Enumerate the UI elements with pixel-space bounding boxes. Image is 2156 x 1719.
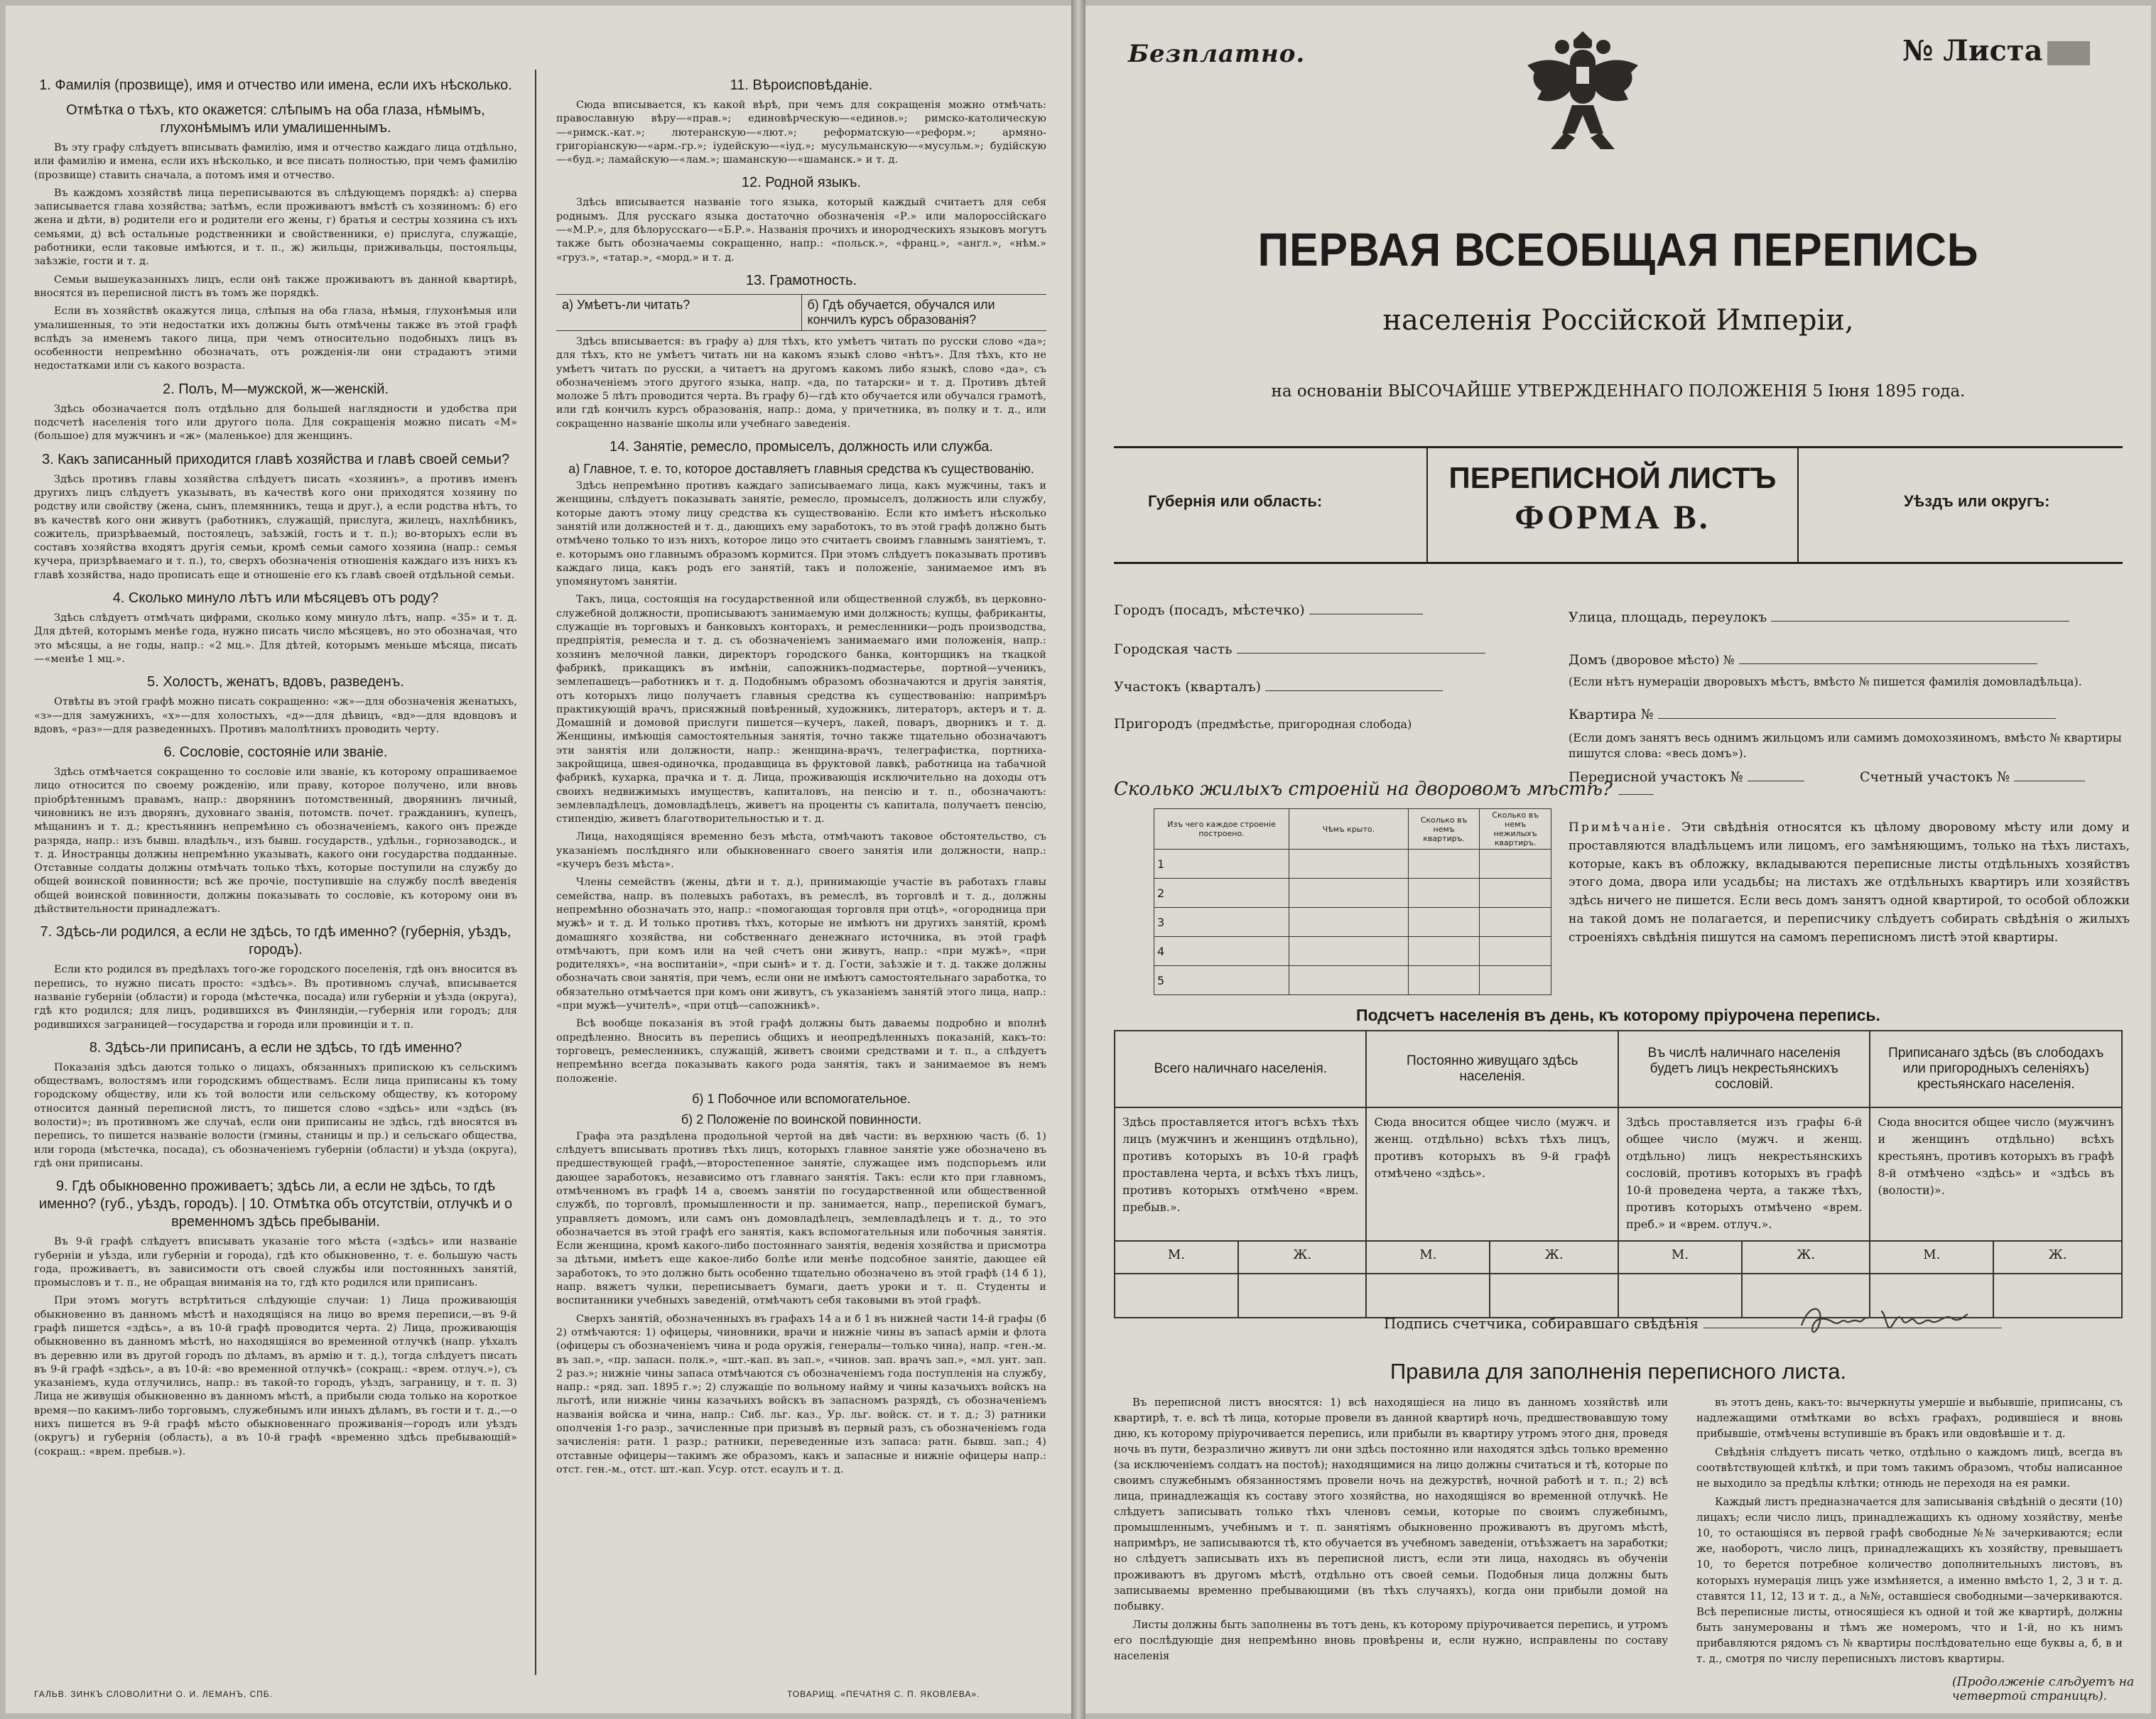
- instruction-paragraph: Если кто родился въ предѣлахъ того-же городского поселенія, гдѣ онъ вносится въ перепись, то нужно писать просто: «здѣсь». Въ противномъ случаѣ, вписывается названіе губерніи (области) и города (мѣстечка, посада) или губерніи и уѣзда (округа), гдѣ кто родился; для лицъ, родившихся въ Финляндіи,—губернія или городъ; для родившихся заграницей—государства и города или провинціи и т. п.: [34, 964, 517, 1031]
- table-row: [1154, 908, 1551, 937]
- section-heading: 11. Вѣроисповѣданіе.: [730, 77, 873, 93]
- count-body-peasant: Сюда вносится общее число (мужчинъ и женщинъ отдѣльно) всѣхъ крестьянъ, противъ которыхъ въ графѣ 8-й отмѣчено «здѣсь» и «здѣсь въ (волости)».: [1870, 1107, 2122, 1241]
- district-field[interactable]: [1114, 679, 1443, 695]
- instruction-paragraph: Здѣсь вписывается: въ графу а) для тѣхъ, кто умѣетъ читать по русски слово «да»; для тѣхъ, кто не умѣетъ читать ни на какомъ языкѣ слово «нѣтъ». Для тѣхъ, кто не умѣетъ читать по русски, а читаетъ на другомъ какомъ либо языкѣ, слово «да», съ обозначеніемъ этого другого языка, напр. «да, по татарски» и т. д. Противъ дѣтей моложе 5 лѣтъ проводится черта. Въ графу б)—гдѣ кто обучается или обучался грамотѣ, или гдѣ кончилъ курсъ образованія, напр.: дома, у причетника, въ полку и т. д., или сокращенно названіе школы или учебнаго заведенія.: [556, 335, 1046, 430]
- instruction-paragraph: Въ 9-й графѣ слѣдуетъ вписывать указаніе того мѣста («здѣсь» или названіе губерніи и уѣзда, или губерніи и города), гдѣ кто обыкновенно, т. е. большую часть года, проживаетъ, въ зависимости отъ своей службы или постоянныхъ занятій, промысловъ и т. п., не обращая вниманія на то, гдѣ кто родился или приписанъ.: [34, 1236, 517, 1289]
- table-row: [1154, 879, 1551, 908]
- city-field[interactable]: [1114, 602, 1423, 618]
- note-text: Эти свѣдѣнія относятся къ цѣлому дворовому мѣсту или дому и проставляются владѣльцемъ или лицомъ, его замѣняющимъ, только на тѣхъ листахъ, которые, какъ въ обложку, вкладываются переписные листы отдѣльныхъ хозяйствъ этого дома, двора или усадьбы; на листахъ же отдѣльныхъ квартиръ или хозяйствъ здѣсь ничего не пишется. Если весь домъ занятъ одной квартирой, то особой обложки на такой домъ не полагается, и переписчику слѣдуетъ собирать свѣдѣнія о жилыхъ строеніяхъ свѣдѣнія пишутся на самомъ переписномъ листѣ этой квартиры.: [1569, 820, 2130, 945]
- apartment-label: Квартира №: [1569, 707, 1654, 722]
- instruction-paragraph: Всѣ вообще показанія въ этой графѣ должны быть даваемы подробно и вполнѣ опредѣленно. Вносить въ перепись общихъ и неопредѣленныхъ показаній, какъ-то: торговецъ, ремесленникъ, служащій, живетъ своими средствами и т. п., а слѣдуетъ непремѣнно всегда показывать какого рода занятія, такъ и занимаемое въ немъ положеніе.: [556, 1018, 1046, 1085]
- district-label: Участокъ (кварталъ): [1114, 679, 1262, 695]
- instruction-paragraph: Здѣсь отмѣчается сокращенно то сословіе или званіе, къ которому опрашиваемое лицо относится по своему рожденію, или праву, которое получено, или вновь пріобрѣтеннымъ правамъ, напр.: дворянинъ потомственный, дворянинъ личный, чиновникъ не изъ дворянъ, духовнаго званія, потомств. почет. гражданинъ, купецъ, мѣщанинъ и т. д.; крестьянинъ непремѣнно съ обозначеніемъ, какого онъ прежде разряда, напр.: изъ бывш. владѣльч., изъ бывш. государств., удѣльн., горнозаводск., и т. д. Иностранцы должны непремѣнно указывать, какого они государства подданные. Отставные солдаты должны отмѣчать только тѣхъ, которые поступили на службу до общей воинской повинности; всѣ же прочіе, поступившіе на службу послѣ введенія общей воинской повинности, должны показывать то сословіе, къ которому они въ дѣйствительности принадлежатъ.: [34, 766, 517, 916]
- section-heading: 7. Здѣсь-ли родился, а если не здѣсь, то гдѣ именно? (губернія, уѣздъ, городъ).: [40, 924, 511, 958]
- count-body-present: Здѣсь проставляется итогъ всѣхъ тѣхъ лицъ (мужчинъ и женщинъ отдѣльно), противъ которыхъ въ 10-й графѣ проставлена черта, и всѣхъ тѣхъ лицъ, противъ которыхъ отмѣчено «врем. пребыв.».: [1115, 1107, 1366, 1241]
- male-count-cell[interactable]: М.: [1618, 1241, 1742, 1274]
- form-letter: ФОРМА В.: [1515, 499, 1711, 536]
- suburb-label: Пригородъ: [1114, 716, 1193, 732]
- instruction-paragraph: Здѣсь слѣдуетъ отмѣчать цифрами, сколько кому минуло лѣтъ, напр. «35» и т. д. Для дѣтей, которымъ менѣе года, нужно писать число мѣсяцевъ, но это обозначая, что это мѣсяцы, а не годы, напр.: «2 мц.». Для дѣтей, которымъ меньше мѣсяца, писать—«менѣе 1 мц.».: [34, 612, 517, 665]
- literacy-split-header: [556, 294, 1046, 331]
- split-right: б) Гдѣ обучается, обучался или кончилъ курсъ образованія?: [801, 295, 1047, 330]
- section-heading: б) 1 Побочное или вспомогательное.: [692, 1091, 911, 1106]
- rule-paragraph: Въ переписной листъ вносятся: 1) всѣ находящіеся на лицо въ данномъ хозяйствѣ или квартирѣ, т. е. всѣ тѣ лица, которые провели въ данной квартирѣ ночь, предшествовавшую тому дню, къ которому пріурочивается перепись, или прибыли въ квартиру утромъ этого дня, проведя ночь въ пути, безразлично живутъ ли они здѣсь постоянно или находятся здѣсь только временно (за исключеніемъ солдатъ на постоѣ); находящимися на лицо должны считаться и тѣ, которые по своимъ служебнымъ обязанностямъ провели ночь на дежурствѣ, ночной работѣ и т. п.; 2) всѣ лица, принадлежащія къ составу этого хозяйства, но находящіяся во временной отлучкѣ. Не слѣдуетъ записывать только тѣхъ членовъ семьи, которые по своимъ служебнымъ, промышленнымъ, учебнымъ и т. п. занятіямъ обыкновенно проживаютъ въ другомъ мѣстѣ, напримѣръ, не записываются тѣ, кто обучается въ учебномъ заведеніи, отъѣзжаетъ на заработки; но слѣдуетъ записывать ихъ въ переписной листъ, если эти лица, находясь въ обученіи проживаютъ въ другомъ мѣстѣ, отдѣльно отъ своей семьи. Подобныя лица должны быть записываемы временно пребывающими (въ тѣхъ случаяхъ), когда они прибыли домой на побывку.: [1114, 1396, 1668, 1612]
- census-section-label: Переписной участокъ №: [1569, 769, 1743, 785]
- suburb-field[interactable]: [1114, 716, 1412, 732]
- instruction-paragraph: Здѣсь вписывается названіе того языка, который каждый считаетъ для себя роднымъ. Для русскаго языка достаточно обозначенія «Р.» или малороссійскаго—«М.Р.», для бѣлорусскаго—«Б.Р.». Названія прочихъ и инородческихъ языковъ могутъ также быть обозначаемы сокращенно, напр.: «польск.», «франц.», «англ.», «нѣм.» «груз.», «татар.», «морд.» и т. д.: [556, 197, 1046, 264]
- buildings-header-roof: Чѣмъ крыто.: [1289, 809, 1409, 850]
- instruction-paragraph: Лица, находящіяся временно безъ мѣста, отмѣчаютъ таковое обстоятельство, съ указаніемъ послѣдняго или обыкновеннаго своего занятія или должности, напр.: «кучеръ безъ мѣста».: [556, 831, 1046, 871]
- section-heading: 12. Родной языкъ.: [741, 175, 862, 191]
- instruction-paragraph: Въ каждомъ хозяйствѣ лица переписываются въ слѣдующемъ порядкѣ: а) сперва записывается глава хозяйства; затѣмъ, если проживаютъ вмѣстѣ съ хозяиномъ: б) его жена и дѣти, в) родители его и родители его жены, г) братья и сестры хозяина съ ихъ семьями, д) всѣ остальные родственники и свойственники, е) прислуга, служащіе, работники, если таковые имѣются, и т. п., ж) жильцы, приживальцы, постояльцы, заѣзжіе, гости и т. д.: [34, 187, 517, 268]
- table-row: [1154, 966, 1551, 995]
- instruction-paragraph: Здѣсь непремѣнно противъ каждаго записываемаго лица, какъ мужчины, такъ и женщины, слѣдуетъ показывать занятіе, ремесло, промыселъ, должность или службу, которые даютъ этому лицу средства къ существованію. Если кто имѣетъ нѣсколько занятій или должностей и т. д., дающихъ ему заработокъ, то въ этой графѣ должно быть отмѣчено только то изъ нихъ, которое лицо это считаетъ своимъ главнымъ занятіемъ, т. е. которымъ оно главнымъ образомъ кормится. При этомъ слѣдуетъ показывать противъ каждаго лица, какъ родъ его занятій, такъ и положеніе, занимаемое имъ въ упомянутомъ занятіи.: [556, 480, 1046, 588]
- instruction-paragraph: Такъ, лица, состоящія на государственной или общественной службѣ, въ церковно-служебной должности, прописываютъ занимаемую ими должность; купцы, фабриканты, служащіе въ торговыхъ и банковыхъ конторахъ, и ремесленники—родъ производства, предпріятія, ремесла и т. д. съ обозначеніемъ занимаемаго ими положенія, напр.: хозяинъ мелочной лавки, директоръ городского банка, конторщикъ на ткацкой фабрикѣ, прикащикъ въ имѣніи, сапожникъ-подмастерье, портной—ученикъ, землепашецъ—работникъ и т. д. Подобнымъ образомъ обозначаются и другія занятія, отъ которыхъ лицо получаетъ главныя средства къ существованію: напримѣръ практикующій врачъ, присяжный повѣренный, художникъ, литераторъ, актеръ и т. д. Домашній и домовой прислуги пишется—кучеръ, лакей, поваръ, дворникъ и т. д. Женщины, имѣющія самостоятельныя занятія, точно также тщательно обозначаютъ эти занятія или должности, напр.: женщина-врачъ, телеграфистка, портниха-закройщица, швея-одиночка, продавщица въ фруктовой лавкѣ, работница на табачной фабрикѣ, кухарка, прачка и т. д. Лица, проживающія исключительно на доходы отъ своихъ недвижимыхъ имуществъ, капиталовъ, на пенсію и т. п., обозначаютъ: землевладѣлецъ, домовладѣлецъ, живетъ на проценты съ капитала, получаетъ пенсію, стипендію, живетъ благотворительностью и т. д.: [556, 594, 1046, 825]
- signature-label: Подпись счетчика, собиравшаго свѣдѣнія: [1384, 1315, 1699, 1332]
- instruction-paragraph: Сюда вписывается, къ какой вѣрѣ, при чемъ для сокращенія можно отмѣчать: православную вѣру—«прав.»; единовѣрческую—«единов.»; римско-католическую—«римск.-кат.»; лютеранскую—«лют.»; реформатскую—«реформ.»; армяно-григоріанскую—«арм.-гр.»; іудейскую—«іуд.»; мусульманскую—«мусульм.»; будійскую—«буд.»; ламайскую—«лам.»; шаманскую—«шаманск.» и т. д.: [556, 99, 1046, 166]
- sheet-number: [1902, 34, 2090, 67]
- rules-column-right: [1696, 1394, 2123, 1669]
- right-page-census-form: [1085, 6, 2151, 1713]
- rules-column-left: [1114, 1394, 1668, 1666]
- row-number[interactable]: 5: [1154, 966, 1289, 995]
- census-subtitle: населенія Россійской Имперіи,: [1382, 304, 1854, 337]
- instruction-paragraph: Семьи вышеуказанныхъ лицъ, если онѣ также проживаютъ въ данной квартирѣ, вносятся въ переписной листъ въ томъ же порядкѣ.: [34, 273, 517, 299]
- sheet-number-value-smudge: [2047, 41, 2090, 65]
- free-label: Безплатно.: [1128, 40, 1306, 68]
- male-count-cell[interactable]: М.: [1870, 1241, 1993, 1274]
- handwritten-signature-icon[interactable]: [1796, 1297, 1995, 1340]
- house-label: Домъ: [1569, 652, 1607, 668]
- instruction-paragraph: Въ эту графу слѣдуетъ вписывать фамилію, имя и отчество каждаго лица отдѣльно, или фамилію и имена, если ихъ нѣсколько, и все писать полностью, при чемъ фамилію (прозвище) ставить сначала, а потомъ имя и отчество.: [34, 142, 517, 181]
- sheet-title-cell: [1426, 448, 1799, 562]
- section-heading: 4. Сколько минуло лѣтъ или мѣсяцевъ отъ роду?: [112, 590, 439, 607]
- instruction-paragraph: Показанія здѣсь даются только о лицахъ, обязанныхъ припискою къ сельскимъ обществамъ, волостямъ или городскимъ обществамъ. Если лица приписаны къ тому городскому обществу, или къ той волости или сельскому обществу, къ которому относится данный переписной листъ, то пишется слово «здѣсь» или «здѣсь (въ волости)»; въ противномъ же случаѣ, если они приписаны не здѣсь, гдѣ вносятся въ перепись, то пишется названіе волости (гмины, станицы и пр.) и сельскаго общества, или города (мѣстечка, посада), съ обозначеніемъ губерніи (области) и уѣзда (округа), гдѣ они приписаны.: [34, 1061, 517, 1169]
- male-count-cell[interactable]: М.: [1115, 1241, 1238, 1274]
- table-row: [1154, 850, 1551, 879]
- table-row: [1154, 937, 1551, 966]
- section-heading: 8. Здѣсь-ли приписанъ, а если не здѣсь, то гдѣ именно?: [89, 1039, 462, 1056]
- section-heading: 1. Фамилія (прозвище), имя и отчество или имена, если ихъ нѣсколько.: [39, 77, 512, 93]
- uezd-cell[interactable]: [1797, 448, 2123, 562]
- count-header-non-peasant: Въ числѣ наличнаго населенія будетъ лицъ некрестьянскихъ сословій.: [1618, 1031, 1870, 1107]
- row-number[interactable]: 2: [1154, 879, 1289, 908]
- male-count-cell[interactable]: М.: [1366, 1241, 1490, 1274]
- section-heading: 6. Сословіе, состояніе или званіе.: [163, 744, 388, 761]
- buildings-table: [1154, 808, 1551, 995]
- census-main-title: ПЕРВАЯ ВСЕОБЩАЯ ПЕРЕПИСЬ: [1257, 223, 1979, 276]
- count-section-field[interactable]: [1860, 769, 2085, 785]
- apartment-field[interactable]: [1569, 707, 2056, 722]
- city-part-label: Городская часть: [1114, 641, 1233, 657]
- instruction-paragraph: Если въ хозяйствѣ окажутся лица, слѣпыя на оба глаза, нѣмыя, глухонѣмыя или умалишенныя, то эти недостатки ихъ должны быть отмѣчены также въ этой графѣ вслѣдъ за именемъ такого лица, при чемъ относительно подобныхъ лицъ въ особенности непремѣнно обозначать, отъ рожденія-ли они страдаютъ этими недостатками или съ какого возраста.: [34, 305, 517, 372]
- legal-basis: на основаніи ВЫСОЧАЙШЕ УТВЕРЖДЕННАГО ПОЛОЖЕНІЯ 5 Іюня 1895 года.: [1271, 382, 1966, 401]
- instruction-paragraph: Сверхъ занятій, обозначенныхъ въ графахъ 14 а и б 1 въ нижней части 14-й графы (б 2) отмѣчаются: 1) офицеры, чиновники, врачи и нижніе чины въ запасѣ арміи и флота (офицеры съ обозначеніемъ чина и рода оружія, генералы—только чина), напр. «ген.-м. въ зап.», «пр. запасн. полк.», «шт.-кап. въ зап.», «чинов. зап. врачъ зап.», «мл. унт. зап. 2 раз.»; нижніе чины запаса отмѣчаются съ обозначеніемъ года поступленія на службу, напр.: «ряд. зап. 1895 г.»; 2) служащіе по вольному найму и чины казачьихъ войскъ на льготѣ, или нижніе чины казачьихъ войскъ въ запасномъ разрядѣ, съ обозначеніемъ названія войска и чина, напр.: Сиб. льг. каз., Ур. льг. войск. ст. и т. д.; 3) ратники ополченія 1-го разр., зачисленные при призывѣ въ первый разъ, съ обозначеніемъ года зачисленія: ратн. 1 разр.; ратники, переведенные изъ запаса: ратн. бывш. зап.; 4) отставные офицеры—такимъ же образомъ, какъ и запасные и нижніе офицеры напр.: отст. ген.-м., отст. шт.-кап. Усур. отст. есаулъ и т. д.: [556, 1313, 1046, 1475]
- section-heading: Отмѣтка о тѣхъ, кто окажется: слѣпымъ на оба глаза, нѣмымъ, глухонѣмымъ или умалишеннымъ.: [66, 102, 485, 136]
- sheet-number-label: № Листа: [1902, 34, 2043, 67]
- instruction-paragraph: Здѣсь обозначается полъ отдѣльно для большей наглядности и удобства при подсчетѣ населенія того или другого пола. Для сокращенія можно писать «М» (большое) для мужчинъ и «ж» (маленькое) для женщинъ.: [34, 403, 517, 443]
- rules-title: Правила для заполненія переписного листа.: [1390, 1359, 1847, 1384]
- continued-note: (Продолженіе слѣдуетъ на четвертой страницѣ).: [1952, 1675, 2135, 1703]
- population-count-title: Подсчетъ населенія въ день, къ которому пріурочена перепись.: [1356, 1006, 1880, 1024]
- section-heading: а) Главное, т. е. то, которое доставляетъ главныя средства къ существованію.: [568, 462, 1034, 477]
- count-body-permanent: Сюда вносится общее число (мужч. и женщ. отдѣльно) всѣхъ тѣхъ лицъ, противъ которыхъ въ 9-й графѣ отмѣчено «здѣсь».: [1366, 1107, 1618, 1241]
- street-label: Улица, площадь, переулокъ: [1569, 609, 1767, 625]
- street-field[interactable]: [1569, 609, 2069, 625]
- suburb-note: (предмѣстье, пригородная слобода): [1196, 717, 1412, 731]
- gubernia-cell[interactable]: [1114, 448, 1426, 562]
- instruction-paragraph: Члены семействъ (жены, дѣти и т. д.), принимающіе участіе въ работахъ главы семейства, напр. въ полевыхъ работахъ, въ ремеслѣ, въ торговлѣ и т. д., должны непремѣнно обозначать это, напр.: «помогающая торговля при отцѣ», «огородница при мужѣ» и т. д. И только противъ тѣхъ, которые не имѣютъ ни другихъ занятій, кромѣ домашняго хозяйства, ни собственнаго денежнаго источника, въ этой графѣ отмѣчаютъ, при комъ или на чей счетъ они живутъ, напр.: «при мужѣ», «при родителяхъ», «на воспитаніи», «при сынѣ» и т. д. Гости, заѣзжіе и т. д. также должны обозначать свои занятія, при чемъ, если они не имѣютъ самостоятельнаго заработка, то обязательно отмѣчается при комъ они живутъ, съ указаніемъ занятій этого лица, напр.: «при мужѣ—учителѣ», «при отцѣ—сапожникѣ».: [556, 877, 1046, 1012]
- count-body-non-peasant: Здѣсь проставляется изъ графы 6-й общее число (мужч. и женщ. отдѣльно) лицъ некрестьянскихъ сословій, противъ которыхъ въ графѣ 10-й проведена черта, а также тѣхъ, противъ которыхъ отмѣчено «врем. преб.» и «врем. отлуч.».: [1618, 1107, 1870, 1241]
- count-header-peasant: Приписанаго здѣсь (въ слободахъ или пригородныхъ селеніяхъ) крестьянскаго населенія.: [1870, 1031, 2122, 1107]
- female-count-cell[interactable]: Ж.: [1490, 1241, 1618, 1274]
- buildings-note: [1569, 819, 2130, 948]
- instruction-paragraph: Графа эта раздѣлена продольной чертой на двѣ части: въ верхнюю часть (б. 1) слѣдуетъ вписывать противъ тѣхъ лицъ, которыхъ главное занятіе уже обозначено въ предшествующей графѣ,—второстепенное занятіе, служащее имъ подспорьемъ или дающее заработокъ, независимо отъ главнаго занятія. Такъ: если кто при главномъ, отмѣченномъ въ графѣ 14 а, своемъ занятіи по государственной или общественной службѣ, по торговлѣ, промышленности и пр. занимается, напр., перепиской бумагъ, управляетъ домомъ, или самъ онъ домовладѣлецъ, землевладѣлецъ и т. д., то это обозначается въ этой графѣ его занятія, какъ вспомогательныя или побочныя занятія. Если женщина, кромѣ какого-либо постояннаго занятія, веденія хозяйства и присмотра за дѣтьми, имѣетъ еще какое-либо болѣе или менѣе подсобное занятіе, дающее ей заработокъ, то это должно быть особенно тщательно обозначено въ этой графѣ (14 б 1), напр. вяжетъ чулки, переписываетъ бумаги, даетъ уроки и т. п. Студенты и воспитанники учебныхъ заведеній, отмѣчаютъ себя таковыми въ этой графѣ.: [556, 1130, 1046, 1307]
- row-number[interactable]: 4: [1154, 937, 1289, 966]
- section-heading: 13. Грамотность.: [745, 272, 857, 288]
- section-heading: 3. Какъ записанный приходится главѣ хозяйства и главѣ своей семьи?: [41, 451, 510, 467]
- double-headed-eagle-emblem-icon: [1522, 26, 1643, 161]
- rule-paragraph: въ этотъ день, какъ-то: вычеркнуты умершіе и выбывшіе, приписаны, съ надлежащими отмѣтками во всѣхъ графахъ, родившіеся и вновь прибывшіе, отмѣчены вступившіе въ бракъ или овдовѣвшіе и т. д.: [1696, 1396, 2123, 1441]
- rule-paragraph: Свѣдѣнія слѣдуетъ писать четко, отдѣльно о каждомъ лицѣ, всегда въ соотвѣтствующей клѣткѣ, и при томъ такимъ образомъ, чтобы написанное не выходило за предѣлы клѣтки; отнюдь не переходя на ея рамки.: [1696, 1446, 2123, 1490]
- column-divider: [535, 70, 536, 1675]
- printer-imprint-left: ГАЛЬВ. ЗИНКЪ СЛОВОЛИТНИ О. И. ЛЕМАНЪ, СПБ.: [34, 1689, 273, 1699]
- printer-imprint-right: ТОВАРИЩ. «ПЕЧАТНЯ С. П. ЯКОВЛЕВА».: [787, 1689, 980, 1699]
- gubernia-label: Губернія или область:: [1148, 492, 1323, 510]
- section-heading: 9. Гдѣ обыкновенно проживаетъ; здѣсь ли, а если не здѣсь, то гдѣ именно? (губ., уѣздъ, городъ). | 10. Отмѣтка объ отсутствіи, отлучкѣ и о временномъ здѣсь пребываніи.: [38, 1178, 513, 1230]
- section-heading: 14. Занятіе, ремесло, промыселъ, должность или служба.: [610, 439, 993, 455]
- apartment-note: (Если домъ занятъ весь однимъ жильцомъ или самимъ домохозяиномъ, вмѣсто № квартиры пишутся слова: «весь домъ»).: [1569, 731, 2122, 760]
- row-number[interactable]: 1: [1154, 850, 1289, 879]
- left-page-instructions: [6, 6, 1071, 1713]
- buildings-question: Сколько жилыхъ строеній на дворовомъ мѣстѣ?: [1114, 779, 1654, 800]
- section-heading: б) 2 Положеніе по воинской повинности.: [681, 1112, 922, 1127]
- city-part-field[interactable]: [1114, 641, 1485, 657]
- city-label: Городъ (посадъ, мѣстечко): [1114, 602, 1305, 618]
- section-heading: 2. Полъ, М—мужской, ж—женскій.: [162, 381, 389, 397]
- split-left: а) Умѣетъ-ли читать?: [562, 297, 690, 312]
- row-number[interactable]: 3: [1154, 908, 1289, 937]
- buildings-header-material: Изъ чего каждое строеніе построено.: [1154, 809, 1289, 850]
- buildings-header-apartments: Сколько въ немъ квартиръ.: [1408, 809, 1480, 850]
- count-header-permanent: Постоянно живущаго здѣсь населенія.: [1366, 1031, 1618, 1107]
- instructions-column-2: [556, 70, 1046, 1481]
- population-count-table: [1114, 1030, 2123, 1318]
- sheet-title: ПЕРЕПИСНОЙ ЛИСТЪ: [1448, 461, 1777, 494]
- instructions-column-1: [34, 70, 517, 1463]
- house-note: (дворовое мѣсто) №: [1610, 654, 1735, 668]
- rule-paragraph: Листы должны быть заполнены въ тотъ день, къ которому пріурочивается перепись, и утромъ его послѣдующіе дня непремѣнно вновь провѣрены и, если нужно, исправлены по составу населенія: [1114, 1617, 1668, 1662]
- note-label: Примѣчаніе.: [1569, 820, 1674, 835]
- uezd-label: Уѣздъ или округъ:: [1904, 492, 2050, 510]
- form-header-box: [1114, 446, 2123, 564]
- female-count-cell[interactable]: Ж.: [1742, 1241, 1870, 1274]
- house-field[interactable]: [1569, 652, 2037, 668]
- instruction-paragraph: Отвѣты въ этой графѣ можно писать сокращенно: «ж»—для обозначенія женатыхъ, «з»—для замужнихъ, «х»—для холостыхъ, «д»—для дѣвицъ, «вд»—для вдовцовъ и вдовъ, «раз»—для разведенныхъ. Противъ малолѣтнихъ проводить черту.: [34, 696, 517, 735]
- count-header-present: Всего наличнаго населенія.: [1115, 1031, 1366, 1107]
- buildings-header-nonresidential: Сколько въ немъ нежилыхъ квартиръ.: [1480, 809, 1551, 850]
- female-count-cell[interactable]: Ж.: [1993, 1241, 2122, 1274]
- count-section-label: Счетный участокъ №: [1860, 769, 2010, 785]
- house-numbering-note: (Если нѣтъ нумераціи дворовыхъ мѣстъ, вмѣсто № пишется фамилія домовладѣльца).: [1569, 675, 2082, 688]
- book-gutter: [1071, 0, 1085, 1719]
- instruction-paragraph: Здѣсь противъ главы хозяйства слѣдуетъ писать «хозяинъ», а противъ именъ другихъ лицъ слѣдуетъ указывать, въ качествѣ кого они приходятся хозяину по родству или свойству (жена, сынъ, племянникъ, теща и друг.), а если родства нѣтъ, то въ качествѣ кого они живутъ (работникъ, служащій, прислуга, жилецъ, нахлѣбникъ, сожитель, призрѣваемый, постоялецъ, заѣзжій, гость и т. п.); во-вторыхъ если въ составъ хозяйства входятъ другія семьи, кромѣ семьи самого хозяина (напр.: семья кучера, призрѣваемаго и т. п.), то, сверхъ обозначенія отношенія каждаго изъ нихъ къ главѣ хозяйства, надо прописать еще и отношеніе его къ главѣ своей отдѣльной семьи.: [34, 473, 517, 581]
- section-heading: 5. Холостъ, женатъ, вдовъ, разведенъ.: [147, 674, 404, 690]
- rule-paragraph: Каждый листъ предназначается для записыванія свѣдѣній о десяти (10) лицахъ; если число лицъ, принадлежащихъ къ одному хозяйству, менѣе 10, то остающіяся въ первой графѣ свободные №№ зачеркиваются; если же, наоборотъ, число лицъ, принадлежащихъ къ хозяйству, превышаетъ 10, то берется потребное количество дополнительныхъ листовъ, въ которыхъ нумерація лицъ уже измѣняется, а именно вмѣсто 1, 2, 3 и т. д. ставятся 11, 12, 13 и т. д., а №№, оставшіеся свободными—зачеркиваются. Всѣ переписные листы, относящіеся къ одной и той же квартирѣ, должны быть занумерованы и тѣмъ же номеромъ, что и 1-й, но къ нимъ прибавляются рядомъ съ № квартиры послѣдовательно еще буквы а, б, в и т. д., смотря по числу переписныхъ листовъ квартиры.: [1696, 1495, 2123, 1665]
- female-count-cell[interactable]: Ж.: [1238, 1241, 1367, 1274]
- instruction-paragraph: При этомъ могутъ встрѣтиться слѣдующіе случаи: 1) Лица проживающія обыкновенно въ данномъ мѣстѣ и находящіяся на лицо во время переписи,—въ 9-й графѣ пишется «здѣсь», а въ 10-й графѣ проводится черта. 2) Лица, проживающія обыкновенно въ данномъ мѣстѣ, но находящіяся во временной отлучкѣ (напр. уѣхалъ въ деревню или въ другой городъ по дѣламъ, въ армію и т. д.), тогда слѣдуетъ писать въ 9-й графѣ «здѣсь», а въ 10-й: «во временной отлучкѣ» (сокращ.: «врем. отлуч.»), съ указаніемъ, куда отлучились, напр.: въ такой-то городъ, уѣздъ, заграницу, и т. п. 3) Лица не живущія обыкновенно въ данномъ мѣстѣ, а прибыли сюда только на короткое время—по какимъ-либо торговымъ, служебнымъ или иныхъ дѣламъ, въ гости и т. д.,—о нихъ пишется въ 9-й графѣ мѣсто обыкновеннаго проживанія—городъ или уѣздъ (округъ) и губернія (область), а въ 10-й графѣ «временно здѣсь пребывающій» (сокращ.: «врем. пребыв.»).: [34, 1295, 517, 1458]
